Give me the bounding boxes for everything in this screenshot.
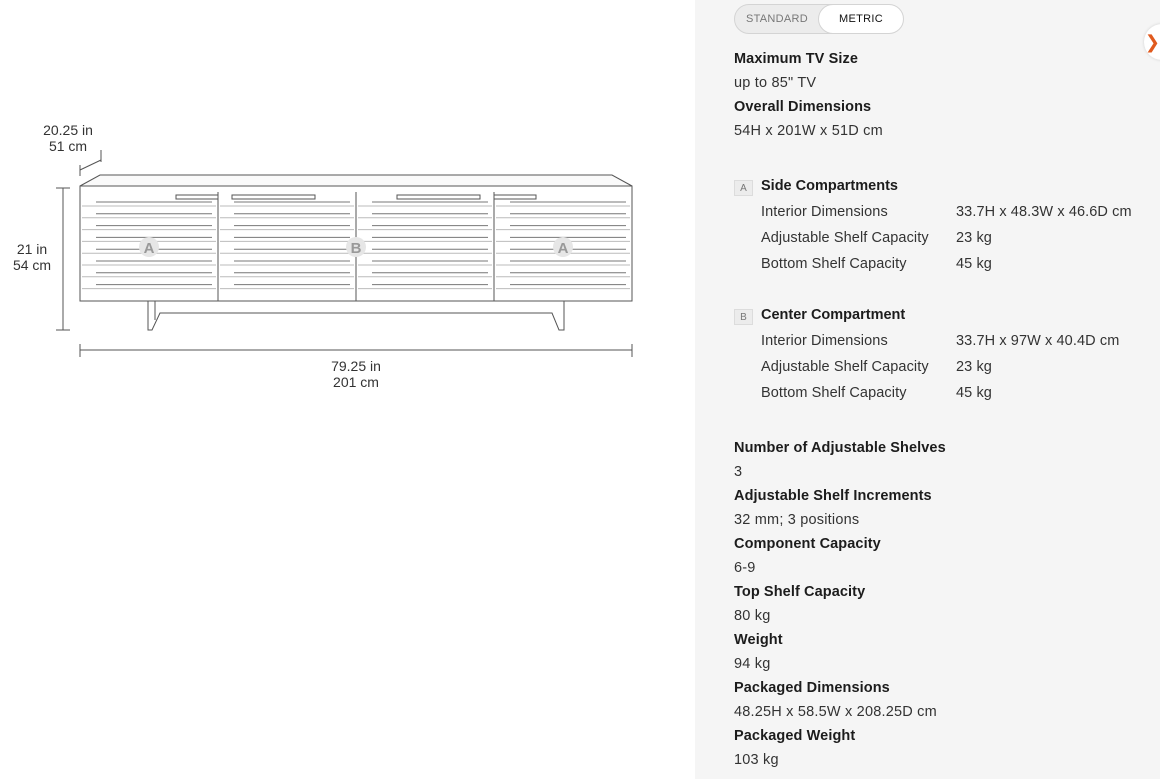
depth-cm: 51 cm bbox=[48, 138, 88, 154]
height-label bbox=[4, 241, 60, 273]
depth-label bbox=[36, 122, 100, 154]
spec-label-top-shelf-capacity: Top Shelf Capacity bbox=[734, 584, 866, 600]
compartment-letter-b: B bbox=[350, 240, 362, 257]
spec-value-packaged-weight: 103 kg bbox=[734, 752, 779, 768]
spec-label-overall-dimensions: Overall Dimensions bbox=[734, 99, 872, 115]
side-adjustable-shelf-label: Adjustable Shelf Capacity bbox=[761, 230, 929, 246]
spec-value-packaged-dimensions: 48.25H x 58.5W x 208.25D cm bbox=[734, 704, 937, 720]
compartment-letter-a-right: A bbox=[557, 240, 569, 257]
center-adjustable-shelf-label: Adjustable Shelf Capacity bbox=[761, 359, 929, 375]
height-cm: 54 cm bbox=[12, 257, 52, 273]
unit-toggle bbox=[734, 4, 904, 34]
spec-label-packaged-weight: Packaged Weight bbox=[734, 728, 856, 744]
side-adjustable-shelf-value: 23 kg bbox=[956, 230, 992, 246]
spec-label-component-capacity: Component Capacity bbox=[734, 536, 881, 552]
center-bottom-shelf-label: Bottom Shelf Capacity bbox=[761, 385, 907, 401]
width-cm: 201 cm bbox=[333, 374, 379, 390]
side-interior-dimensions-value: 33.7H x 48.3W x 46.6D cm bbox=[956, 204, 1132, 220]
compartment-badge-b: B bbox=[734, 309, 753, 325]
height-inches: 21 in bbox=[16, 241, 48, 257]
spec-value-adjustable-shelves: 3 bbox=[734, 464, 743, 480]
spec-value-component-capacity: 6-9 bbox=[734, 560, 756, 576]
compartment-title-center: Center Compartment bbox=[761, 307, 906, 323]
side-interior-dimensions-label: Interior Dimensions bbox=[761, 204, 888, 220]
compartment-badge-a: A bbox=[734, 180, 753, 196]
spec-label-shelf-increments: Adjustable Shelf Increments bbox=[734, 488, 932, 504]
unit-metric-option[interactable]: METRIC bbox=[818, 4, 904, 34]
spec-value-overall-dimensions: 54H x 201W x 51D cm bbox=[734, 123, 883, 139]
center-interior-dimensions-label: Interior Dimensions bbox=[761, 333, 888, 349]
spec-value-shelf-increments: 32 mm; 3 positions bbox=[734, 512, 860, 528]
spec-label-packaged-dimensions: Packaged Dimensions bbox=[734, 680, 890, 696]
spec-label-adjustable-shelves: Number of Adjustable Shelves bbox=[734, 440, 946, 456]
center-adjustable-shelf-value: 23 kg bbox=[956, 359, 992, 375]
spec-value-weight: 94 kg bbox=[734, 656, 771, 672]
compartment-title-side: Side Compartments bbox=[761, 178, 898, 194]
side-bottom-shelf-value: 45 kg bbox=[956, 256, 992, 272]
close-panel-button[interactable] bbox=[1144, 24, 1160, 60]
side-bottom-shelf-label: Bottom Shelf Capacity bbox=[761, 256, 907, 272]
spec-value-top-shelf-capacity: 80 kg bbox=[734, 608, 771, 624]
compartment-letter-a-left: A bbox=[143, 240, 155, 257]
width-label bbox=[316, 358, 396, 390]
width-inches: 79.25 in bbox=[331, 358, 381, 374]
spec-value-max-tv-size: up to 85" TV bbox=[734, 75, 817, 91]
unit-standard-option[interactable]: STANDARD bbox=[745, 13, 809, 25]
center-interior-dimensions-value: 33.7H x 97W x 40.4D cm bbox=[956, 333, 1120, 349]
spec-label-max-tv-size: Maximum TV Size bbox=[734, 51, 858, 67]
center-bottom-shelf-value: 45 kg bbox=[956, 385, 992, 401]
chevron-right-icon: ❯ bbox=[1144, 32, 1160, 52]
depth-inches: 20.25 in bbox=[43, 122, 93, 138]
specifications-panel bbox=[695, 0, 1160, 779]
spec-label-weight: Weight bbox=[734, 632, 783, 648]
